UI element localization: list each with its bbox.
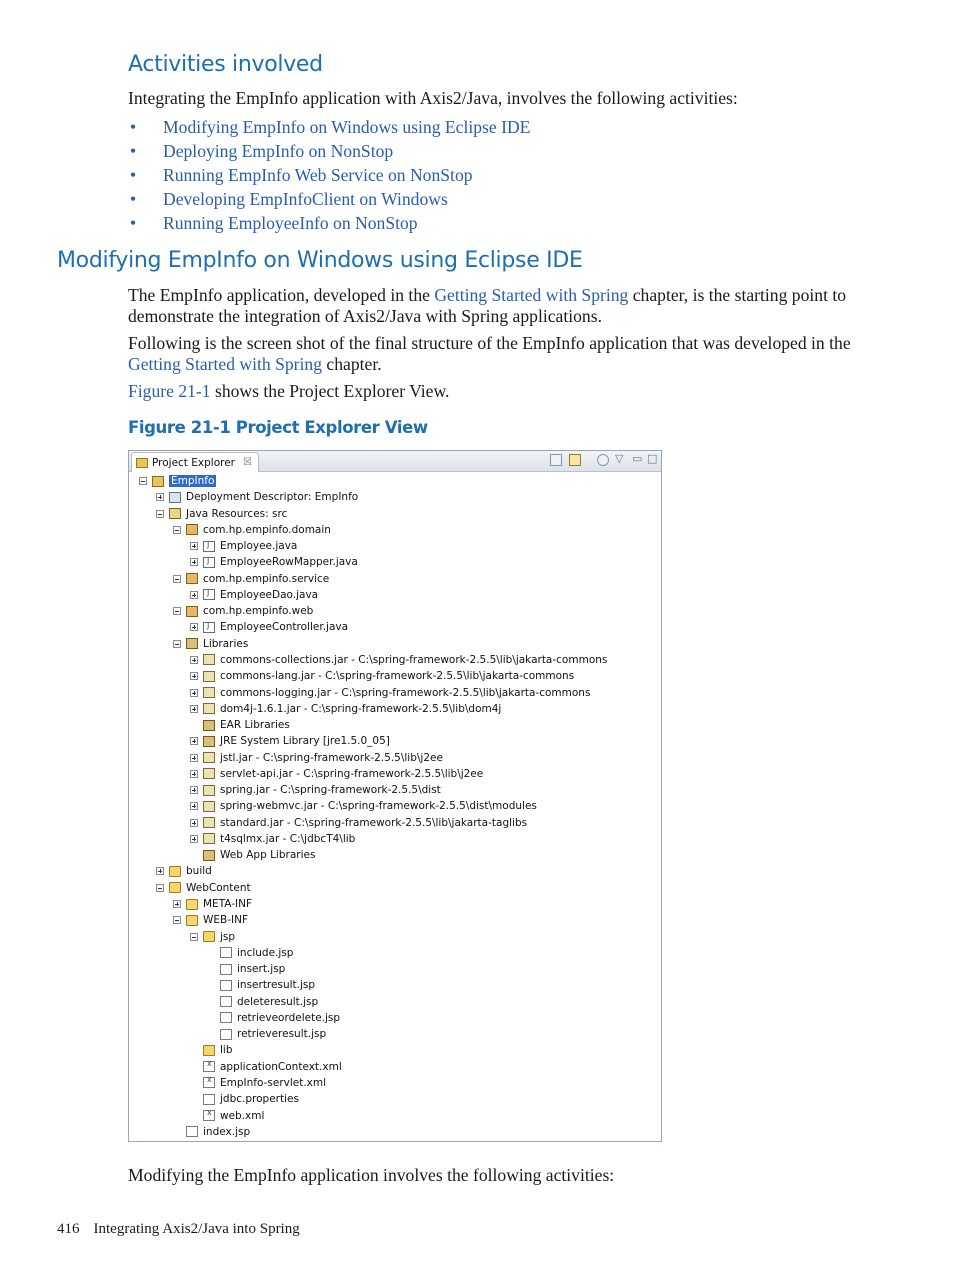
section-heading-activities: Activities involved xyxy=(128,52,323,77)
tree-spacer xyxy=(190,1046,198,1054)
tree-item-label: standard.jar - C:\spring-framework-2.5.5\lib\jakarta-taglibs xyxy=(220,816,528,829)
library-icon xyxy=(186,638,198,649)
minimize-icon[interactable]: ▭ xyxy=(632,452,643,465)
tree-item[interactable] xyxy=(190,1042,233,1058)
tree-item-label: dom4j-1.6.1.jar - C:\spring-framework-2.5.5\lib\dom4j xyxy=(220,702,502,715)
paragraph-figure-ref: Figure 21-1 shows the Project Explorer View. xyxy=(128,381,450,401)
jar-icon xyxy=(203,687,215,698)
tree-item[interactable] xyxy=(190,847,315,863)
tree-item-label: index.jsp xyxy=(203,1125,251,1138)
folder-icon xyxy=(169,866,181,877)
jar-icon xyxy=(203,752,215,763)
collapse-icon[interactable] xyxy=(173,575,181,583)
tree-spacer xyxy=(190,1063,198,1071)
folder-icon xyxy=(186,899,198,910)
file-icon xyxy=(203,1094,215,1105)
tree-spacer xyxy=(190,1079,198,1087)
tree-spacer xyxy=(190,721,198,729)
tree-item-label: EmployeeDao.java xyxy=(220,588,319,601)
expand-icon[interactable] xyxy=(190,835,198,843)
tree-item[interactable] xyxy=(190,798,537,814)
tree-item-label: Web App Libraries xyxy=(220,849,316,862)
tree-item[interactable] xyxy=(190,652,607,668)
tree-item-label: insert.jsp xyxy=(237,963,286,976)
tree-item[interactable] xyxy=(190,1075,326,1091)
xml-icon xyxy=(203,1110,215,1121)
tree-item[interactable] xyxy=(190,929,235,945)
tree-item-label: com.hp.empinfo.service xyxy=(203,572,330,585)
tree-item-label: spring.jar - C:\spring-framework-2.5.5\dist xyxy=(220,784,441,797)
tree-item-label: JRE System Library [jre1.5.0_05] xyxy=(220,735,390,748)
collapse-icon[interactable] xyxy=(156,884,164,892)
xml-icon xyxy=(203,1077,215,1088)
tree-item[interactable] xyxy=(190,831,355,847)
library-icon xyxy=(203,720,215,731)
tree-item[interactable] xyxy=(190,668,574,684)
tree-spacer xyxy=(207,998,215,1006)
java-icon xyxy=(203,589,215,600)
project-icon xyxy=(152,476,164,487)
java-icon xyxy=(203,622,215,633)
tree-spacer xyxy=(207,1030,215,1038)
tree-item[interactable] xyxy=(190,766,483,782)
tree-item-label: EAR Libraries xyxy=(220,719,290,732)
tree-item-label: Java Resources: src xyxy=(186,507,288,520)
activity-link[interactable]: • Running EmpInfo Web Service on NonStop xyxy=(130,165,473,185)
page-number: 416 xyxy=(57,1221,80,1237)
expand-icon[interactable] xyxy=(190,802,198,810)
expand-icon[interactable] xyxy=(156,493,164,501)
link-with-editor-icon[interactable] xyxy=(569,454,581,466)
java-icon xyxy=(203,557,215,568)
tree-item[interactable] xyxy=(156,863,212,879)
expand-icon[interactable] xyxy=(190,591,198,599)
tree-item[interactable] xyxy=(173,896,252,912)
tree-item-label: build xyxy=(186,865,212,878)
jar-icon xyxy=(203,833,215,844)
tree-item[interactable] xyxy=(190,1091,299,1107)
bullet-icon: • xyxy=(130,165,137,185)
tree-item[interactable] xyxy=(156,880,251,896)
tree-item-label: WEB-INF xyxy=(203,914,248,927)
view-menu-icon[interactable]: ▽ xyxy=(615,452,624,465)
getting-started-link[interactable]: Getting Started with Spring xyxy=(434,285,629,305)
expand-icon[interactable] xyxy=(190,689,198,697)
tree-item-label: EmployeeController.java xyxy=(220,621,349,634)
package-icon xyxy=(186,573,198,584)
expand-icon[interactable] xyxy=(190,623,198,631)
tree-item[interactable] xyxy=(173,636,248,652)
library-icon xyxy=(203,736,215,747)
tree-item[interactable] xyxy=(207,961,285,977)
tree-item-label: EmpInfo-servlet.xml xyxy=(220,1076,327,1089)
jar-icon xyxy=(203,817,215,828)
tree-item[interactable] xyxy=(173,1124,250,1140)
file-icon xyxy=(220,1012,232,1023)
expand-icon[interactable] xyxy=(156,867,164,875)
collapse-icon[interactable] xyxy=(173,607,181,615)
file-icon xyxy=(220,1029,232,1040)
tree-item[interactable] xyxy=(190,538,297,554)
expand-icon[interactable] xyxy=(190,705,198,713)
tree-spacer xyxy=(190,851,198,859)
resources-icon xyxy=(169,508,181,519)
chapter-title: Integrating Axis2/Java into Spring xyxy=(93,1221,300,1237)
package-icon xyxy=(186,606,198,617)
page-footer xyxy=(57,1221,300,1238)
tree-item[interactable] xyxy=(190,701,501,717)
tree-spacer xyxy=(207,949,215,957)
bullet-icon: • xyxy=(130,141,137,161)
tree-item[interactable] xyxy=(190,619,348,635)
tree-item[interactable] xyxy=(173,522,331,538)
jar-icon xyxy=(203,671,215,682)
project-explorer-icon xyxy=(136,458,148,468)
collapse-all-icon[interactable] xyxy=(550,454,562,466)
tree-spacer xyxy=(190,1112,198,1120)
activity-link[interactable]: • Deploying EmpInfo on NonStop xyxy=(130,141,394,161)
tree-item[interactable] xyxy=(173,571,329,587)
bullet-icon: • xyxy=(130,117,137,137)
java-icon xyxy=(203,541,215,552)
collapse-icon[interactable] xyxy=(156,510,164,518)
package-icon xyxy=(186,524,198,535)
jar-icon xyxy=(203,801,215,812)
figure-link[interactable]: Figure 21-1 xyxy=(128,381,211,401)
expand-icon[interactable] xyxy=(190,737,198,745)
activities-intro: Integrating the EmpInfo application with Axis2/Java, involves the following activities: xyxy=(128,88,738,108)
tree-item-label: commons-lang.jar - C:\spring-framework-2.5.5\lib\jakarta-commons xyxy=(220,670,575,683)
tree-item[interactable] xyxy=(173,912,248,928)
collapse-icon[interactable] xyxy=(139,477,147,485)
tree-item[interactable] xyxy=(190,815,527,831)
tree-item[interactable] xyxy=(190,717,290,733)
jar-icon xyxy=(203,785,215,796)
tree-item[interactable] xyxy=(207,1026,326,1042)
paragraph-screenshot: Following is the screen shot of the final structure of the EmpInfo application that was developed in the Getting Started with Spring chapter. xyxy=(128,333,851,374)
file-icon xyxy=(220,980,232,991)
folder-icon xyxy=(186,915,198,926)
expand-icon[interactable] xyxy=(190,770,198,778)
descriptor-icon xyxy=(169,492,181,503)
tree-spacer xyxy=(207,981,215,989)
folder-icon xyxy=(203,931,215,942)
library-icon xyxy=(203,850,215,861)
tree-spacer xyxy=(190,1095,198,1103)
tree-item[interactable] xyxy=(190,782,441,798)
collapse-icon[interactable] xyxy=(190,933,198,941)
tree-item[interactable] xyxy=(190,685,590,701)
collapse-icon[interactable] xyxy=(173,640,181,648)
expand-icon[interactable] xyxy=(190,786,198,794)
tree-item[interactable] xyxy=(207,1010,340,1026)
expand-icon[interactable] xyxy=(190,819,198,827)
tree-item-label: include.jsp xyxy=(237,946,294,959)
tab-title: Project Explorer xyxy=(152,456,235,469)
tree-item-label: insertresult.jsp xyxy=(237,979,316,992)
tree-spacer xyxy=(207,1014,215,1022)
jar-icon xyxy=(203,654,215,665)
tree-item-label: META-INF xyxy=(203,898,253,911)
tree-item-label: spring-webmvc.jar - C:\spring-framework-2.5.5\dist\modules xyxy=(220,800,537,813)
tree-item-label: jdbc.properties xyxy=(220,1093,299,1106)
expand-icon[interactable] xyxy=(190,558,198,566)
tree-spacer xyxy=(207,965,215,973)
xml-icon xyxy=(203,1061,215,1072)
figure-caption: Figure 21-1 Project Explorer View xyxy=(128,418,428,437)
tree-item-label: com.hp.empinfo.domain xyxy=(203,523,331,536)
tree-item-label: retrieveordelete.jsp xyxy=(237,1011,341,1024)
paragraph-activities-following: Modifying the EmpInfo application involves the following activities: xyxy=(128,1165,615,1185)
activity-link[interactable]: • Modifying EmpInfo on Windows using Eclipse IDE xyxy=(130,117,531,137)
project-explorer-panel xyxy=(128,450,662,1142)
project-tree xyxy=(129,473,661,1141)
activity-link[interactable]: • Running EmployeeInfo on NonStop xyxy=(130,213,418,233)
tree-spacer xyxy=(173,1128,181,1136)
tree-item-label: retrieveresult.jsp xyxy=(237,1028,327,1041)
folder-icon xyxy=(169,882,181,893)
expand-icon[interactable] xyxy=(173,900,181,908)
tree-item-label: jsp xyxy=(220,930,236,943)
tree-item-label: com.hp.empinfo.web xyxy=(203,605,314,618)
tree-item-label: EmpInfo xyxy=(171,475,215,487)
tree-item[interactable] xyxy=(190,1108,264,1124)
file-icon xyxy=(220,996,232,1007)
tree-item-label: Libraries xyxy=(203,637,249,650)
tree-item-label: commons-logging.jar - C:\spring-framework-2.5.5\lib\jakarta-commons xyxy=(220,686,591,699)
paragraph-intro: The EmpInfo application, developed in the Getting Started with Spring chapter, is the starting point to demonstrate the integration of Axis2/Java with Spring applications. xyxy=(128,285,847,326)
tree-item[interactable] xyxy=(207,994,318,1010)
file-icon xyxy=(220,947,232,958)
maximize-icon[interactable]: □ xyxy=(647,452,658,465)
expand-icon[interactable] xyxy=(190,542,198,550)
collapse-icon[interactable] xyxy=(173,916,181,924)
tree-item[interactable] xyxy=(190,554,358,570)
collapse-icon[interactable] xyxy=(173,526,181,534)
tree-item-label: lib xyxy=(220,1044,233,1057)
tree-item[interactable] xyxy=(190,587,318,603)
folder-icon xyxy=(203,1045,215,1056)
tree-item[interactable] xyxy=(156,506,287,522)
tree-item-label: t4sqlmx.jar - C:\jdbcT4\lib xyxy=(220,832,356,845)
tree-item[interactable] xyxy=(190,733,390,749)
getting-started-link[interactable]: Getting Started with Spring xyxy=(128,354,323,374)
tree-item-label: web.xml xyxy=(220,1109,265,1122)
tree-item-label: servlet-api.jar - C:\spring-framework-2.5.5\lib\j2ee xyxy=(220,767,484,780)
tree-item[interactable] xyxy=(207,977,315,993)
tree-item-label: EmployeeRowMapper.java xyxy=(220,556,358,569)
file-icon xyxy=(220,964,232,975)
tree-item[interactable] xyxy=(173,603,313,619)
tree-item-label: Deployment Descriptor: EmpInfo xyxy=(186,491,359,504)
section-heading-modifying: Modifying EmpInfo on Windows using Eclipse IDE xyxy=(57,248,583,273)
close-icon[interactable]: ☒ xyxy=(242,457,252,468)
tree-item-label: jstl.jar - C:\spring-framework-2.5.5\lib\j2ee xyxy=(220,751,443,764)
project-explorer-tab[interactable] xyxy=(131,452,259,472)
tree-item[interactable] xyxy=(207,945,293,961)
bullet-icon: • xyxy=(130,189,137,209)
tree-item[interactable] xyxy=(190,1059,342,1075)
tree-item[interactable] xyxy=(190,750,443,766)
expand-icon[interactable] xyxy=(190,656,198,664)
expand-icon[interactable] xyxy=(190,754,198,762)
activities-list xyxy=(128,115,530,235)
tree-item-label: deleteresult.jsp xyxy=(237,995,319,1008)
jar-icon xyxy=(203,768,215,779)
tree-item-label: Employee.java xyxy=(220,540,298,553)
filter-icon[interactable] xyxy=(597,454,609,466)
expand-icon[interactable] xyxy=(190,672,198,680)
bullet-icon: • xyxy=(130,213,137,233)
activity-link[interactable]: • Developing EmpInfoClient on Windows xyxy=(130,189,448,209)
tree-item[interactable] xyxy=(139,473,216,489)
tree-item-label: applicationContext.xml xyxy=(220,1060,342,1073)
file-icon xyxy=(186,1126,198,1137)
view-titlebar xyxy=(129,451,661,472)
jar-icon xyxy=(203,703,215,714)
tree-item-label: commons-collections.jar - C:\spring-framework-2.5.5\lib\jakarta-commons xyxy=(220,653,608,666)
tree-item-label: WebContent xyxy=(186,881,251,894)
tree-item[interactable] xyxy=(156,489,358,505)
